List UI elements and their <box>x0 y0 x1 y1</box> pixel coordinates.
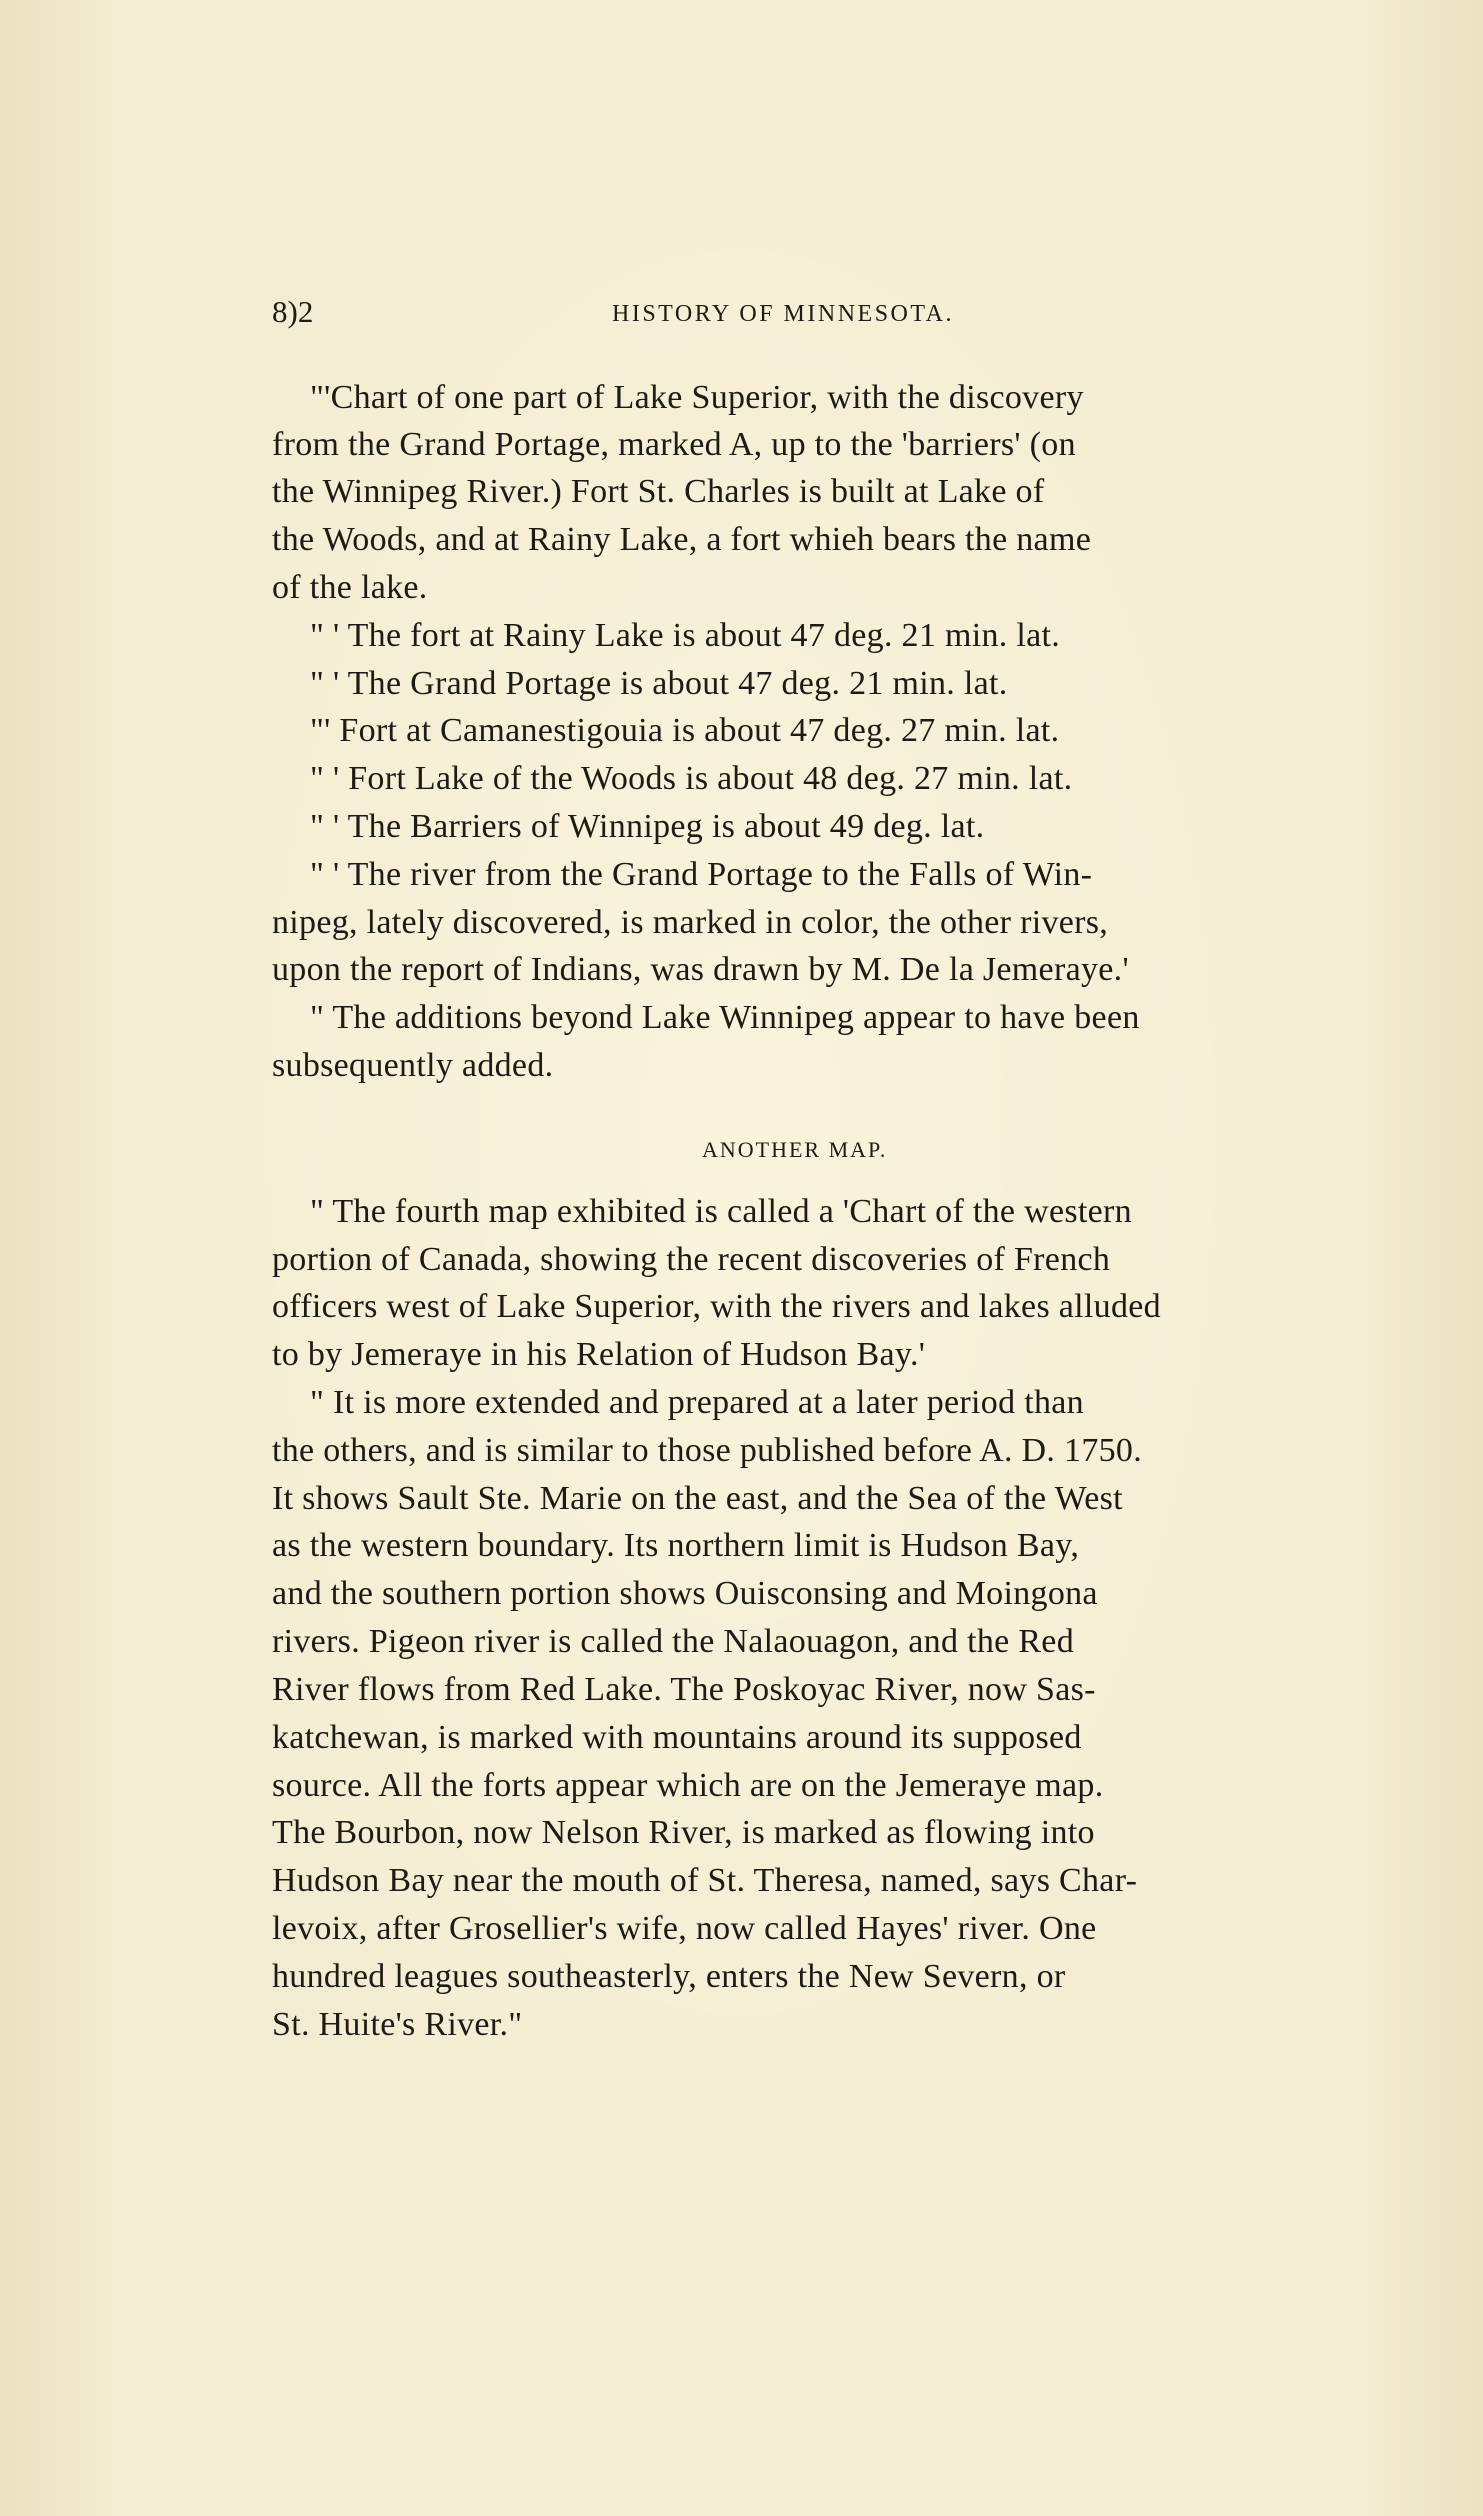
text-line: Hudson Bay near the mouth of St. Theresa, named, says Char- <box>272 1862 1138 1899</box>
text-line: nipeg, lately discovered, is marked in color, the other rivers, <box>272 904 1109 941</box>
text-line: hundred leagues southeasterly, enters the New Severn, or <box>272 1958 1066 1995</box>
text-line: "' Fort at Camanestigouia is about 47 deg. 27 min. lat. <box>310 712 1060 749</box>
text-line: levoix, after Grosellier's wife, now called Hayes' river. One <box>272 1910 1097 1947</box>
text-line: " The fourth map exhibited is called a 'Chart of the western <box>310 1193 1132 1230</box>
text-line: as the western boundary. Its northern limit is Hudson Bay, <box>272 1527 1080 1564</box>
text-line: rivers. Pigeon river is called the Nalaouagon, and the Red <box>272 1623 1074 1660</box>
text-line: " ' The fort at Rainy Lake is about 47 deg. 21 min. lat. <box>310 617 1061 654</box>
text-line: " ' The Grand Portage is about 47 deg. 21 min. lat. <box>310 665 1008 702</box>
text-line: " The additions beyond Lake Winnipeg appear to have been <box>310 999 1140 1036</box>
text-line: of the lake. <box>272 569 428 606</box>
page-header <box>272 292 1052 332</box>
text-line: katchewan, is marked with mountains around its supposed <box>272 1719 1082 1756</box>
text-line: officers west of Lake Superior, with the rivers and lakes alluded <box>272 1288 1161 1325</box>
text-line: " ' Fort Lake of the Woods is about 48 deg. 27 min. lat. <box>310 760 1073 797</box>
text-line: It shows Sault Ste. Marie on the east, and the Sea of the West <box>272 1480 1123 1517</box>
section-heading: ANOTHER MAP. <box>702 1137 888 1162</box>
text-line: source. All the forts appear which are on the Jemeraye map. <box>272 1767 1104 1804</box>
text-line: subsequently added. <box>272 1047 554 1084</box>
text-line: "'Chart of one part of Lake Superior, with the discovery <box>310 379 1084 416</box>
text-line: River flows from Red Lake. The Poskoyac River, now Sas- <box>272 1671 1096 1708</box>
text-line: and the southern portion shows Ouisconsing and Moingona <box>272 1575 1098 1612</box>
text-line: the others, and is similar to those published before A. D. 1750. <box>272 1432 1143 1469</box>
text-line: from the Grand Portage, marked A, up to the 'barriers' (on <box>272 426 1076 463</box>
text-line: The Bourbon, now Nelson River, is marked as flowing into <box>272 1814 1095 1851</box>
text-line: the Winnipeg River.) Fort St. Charles is built at Lake of <box>272 473 1045 510</box>
text-line: " ' The river from the Grand Portage to the Falls of Win- <box>310 856 1093 893</box>
text-line: St. Huite's River." <box>272 2006 523 2043</box>
text-line: " It is more extended and prepared at a later period than <box>310 1384 1084 1421</box>
text-line: upon the report of Indians, was drawn by M. De la Jemeraye.' <box>272 951 1129 988</box>
text-line: to by Jemeraye in his Relation of Hudson Bay.' <box>272 1336 926 1373</box>
text-line: the Woods, and at Rainy Lake, a fort whieh bears the name <box>272 521 1092 558</box>
page-number: 8)2 <box>272 294 314 329</box>
text-line: " ' The Barriers of Winnipeg is about 49 deg. lat. <box>310 808 985 845</box>
text-line: portion of Canada, showing the recent discoveries of French <box>272 1241 1111 1278</box>
running-head: HISTORY OF MINNESOTA. <box>612 301 954 327</box>
